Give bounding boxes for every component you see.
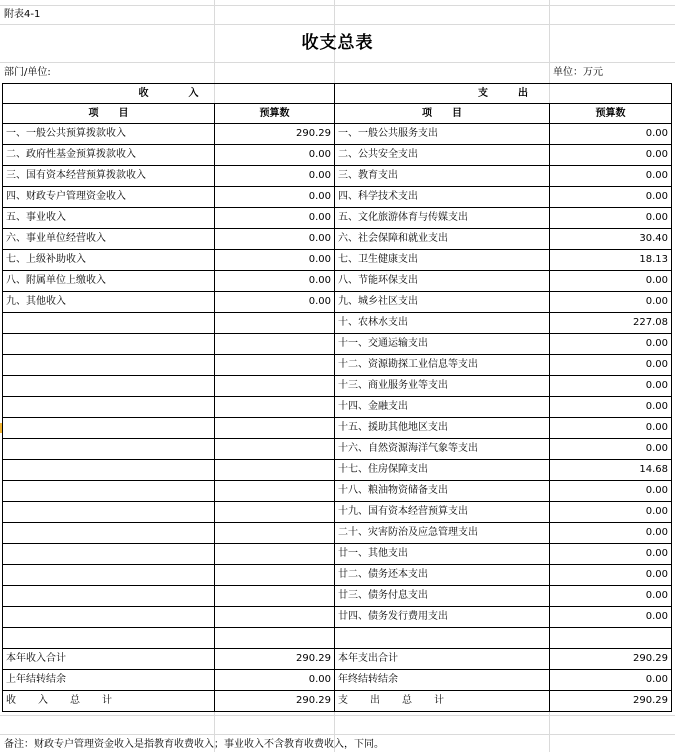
income-total-label: 收入总计: [3, 691, 215, 712]
income-item-cell: [3, 628, 215, 649]
expense-value-cell: 0.00: [550, 523, 672, 544]
income-item-cell: [3, 355, 215, 376]
expense-value-cell: 0.00: [550, 565, 672, 586]
gridline: [0, 5, 675, 6]
expense-total-label: 本年支出合计: [335, 649, 550, 670]
income-value-cell: [215, 628, 335, 649]
table-row: [3, 124, 672, 145]
table-row: [3, 229, 672, 250]
expense-value-cell: 0.00: [550, 502, 672, 523]
gridline: [0, 734, 675, 735]
table-row: [3, 460, 672, 481]
appendix-label: 附表4-1: [4, 9, 41, 20]
income-value-cell: [215, 502, 335, 523]
expense-value-cell: 0.00: [550, 376, 672, 397]
expense-header: 支 出: [335, 84, 672, 104]
income-item-cell: [3, 586, 215, 607]
income-value-cell: 0.00: [215, 292, 335, 313]
expense-value-cell: 0.00: [550, 124, 672, 145]
table-row: [3, 565, 672, 586]
expense-item-cell: 十、农林水支出: [335, 313, 550, 334]
income-item-cell: 二、政府性基金预算拨款收入: [3, 145, 215, 166]
table-row: [3, 355, 672, 376]
table-row: [3, 397, 672, 418]
table-row: [3, 418, 672, 439]
income-total-label: 上年结转结余: [3, 670, 215, 691]
income-item-cell: 八、附属单位上缴收入: [3, 271, 215, 292]
expense-value-cell: 0.00: [550, 355, 672, 376]
income-header: 收 入: [3, 84, 335, 104]
income-item-cell: 九、其他收入: [3, 292, 215, 313]
year-total-row: [3, 649, 672, 670]
income-value-cell: [215, 439, 335, 460]
gridline: [0, 62, 675, 63]
footnote: 备注：财政专户管理资金收入是指教育收费收入；事业收入不含教育收费收入，下同。: [4, 739, 384, 750]
expense-item-cell: 廿四、债务发行费用支出: [335, 607, 550, 628]
table-row: [3, 208, 672, 229]
income-item-cell: [3, 502, 215, 523]
expense-value-cell: 0.00: [550, 439, 672, 460]
expense-value-cell: 18.13: [550, 250, 672, 271]
income-value-cell: [215, 376, 335, 397]
income-item-cell: [3, 460, 215, 481]
expense-value-cell: 14.68: [550, 460, 672, 481]
table-row: [3, 250, 672, 271]
expense-value-cell: 0.00: [550, 208, 672, 229]
income-value-cell: [215, 334, 335, 355]
income-value-cell: 0.00: [215, 250, 335, 271]
income-value-cell: 0.00: [215, 166, 335, 187]
expense-item-cell: 六、社会保障和就业支出: [335, 229, 550, 250]
income-value-cell: 0.00: [215, 271, 335, 292]
table-row: [3, 376, 672, 397]
expense-item-cell: 八、节能环保支出: [335, 271, 550, 292]
expense-item-cell: 十六、自然资源海洋气象等支出: [335, 439, 550, 460]
expense-item-cell: 十九、国有资本经营预算支出: [335, 502, 550, 523]
expense-total-value: 0.00: [550, 670, 672, 691]
income-value-cell: [215, 544, 335, 565]
income-item-cell: [3, 376, 215, 397]
expense-item-cell: 廿一、其他支出: [335, 544, 550, 565]
table-row: [3, 481, 672, 502]
table-row: [3, 292, 672, 313]
income-item-cell: [3, 313, 215, 334]
income-value-cell: 290.29: [215, 124, 335, 145]
expense-item-cell: 二十、灾害防治及应急管理支出: [335, 523, 550, 544]
expense-item-cell: 四、科学技术支出: [335, 187, 550, 208]
table-row: [3, 502, 672, 523]
expense-item-cell: 七、卫生健康支出: [335, 250, 550, 271]
income-item-cell: [3, 544, 215, 565]
income-value-cell: [215, 397, 335, 418]
table-row: [3, 166, 672, 187]
expense-item-cell: 三、教育支出: [335, 166, 550, 187]
expense-value-cell: 227.08: [550, 313, 672, 334]
table-row: [3, 334, 672, 355]
income-item-cell: [3, 523, 215, 544]
unit-label: 单位：万元: [553, 67, 603, 78]
income-value-cell: [215, 355, 335, 376]
expense-item-header: 项 目: [335, 104, 550, 124]
expense-value-cell: 0.00: [550, 586, 672, 607]
expense-item-cell: 廿三、债务付息支出: [335, 586, 550, 607]
dept-label: 部门/单位:: [4, 67, 51, 78]
table-row: [3, 586, 672, 607]
budget-table: [2, 83, 672, 712]
expense-total-value: 290.29: [550, 691, 672, 712]
income-item-header: 项 目: [3, 104, 215, 124]
income-value-cell: [215, 313, 335, 334]
expense-item-cell: 十五、援助其他地区支出: [335, 418, 550, 439]
income-value-cell: [215, 565, 335, 586]
income-value-cell: [215, 418, 335, 439]
expense-item-cell: [335, 628, 550, 649]
expense-value-cell: 0.00: [550, 607, 672, 628]
income-item-cell: 五、事业收入: [3, 208, 215, 229]
expense-value-cell: 0.00: [550, 418, 672, 439]
expense-item-cell: 十一、交通运输支出: [335, 334, 550, 355]
expense-item-cell: 十二、资源勘探工业信息等支出: [335, 355, 550, 376]
income-value-cell: 0.00: [215, 208, 335, 229]
income-item-cell: [3, 397, 215, 418]
expense-item-cell: 二、公共安全支出: [335, 145, 550, 166]
gridline: [0, 24, 675, 25]
income-item-cell: 四、财政专户管理资金收入: [3, 187, 215, 208]
expense-value-cell: 0.00: [550, 271, 672, 292]
expense-value-cell: 0.00: [550, 166, 672, 187]
expense-item-cell: 十四、金融支出: [335, 397, 550, 418]
income-value-cell: [215, 481, 335, 502]
gridline: [0, 715, 675, 716]
income-item-cell: [3, 607, 215, 628]
table-row: [3, 523, 672, 544]
income-value-cell: 0.00: [215, 229, 335, 250]
section-header-row: [3, 84, 672, 104]
expense-value-cell: 0.00: [550, 187, 672, 208]
expense-item-cell: 廿二、债务还本支出: [335, 565, 550, 586]
expense-value-cell: 0.00: [550, 544, 672, 565]
table-row: [3, 187, 672, 208]
income-value-cell: [215, 607, 335, 628]
income-total-value: 290.29: [215, 649, 335, 670]
expense-item-cell: 十七、住房保障支出: [335, 460, 550, 481]
income-value-cell: [215, 460, 335, 481]
expense-value-cell: 0.00: [550, 292, 672, 313]
income-item-cell: 六、事业单位经营收入: [3, 229, 215, 250]
expense-total-label: 年终结转结余: [335, 670, 550, 691]
expense-value-cell: 0.00: [550, 397, 672, 418]
table-row: [3, 313, 672, 334]
table-row: [3, 607, 672, 628]
expense-item-cell: 十八、粮油物资储备支出: [335, 481, 550, 502]
table-row: [3, 544, 672, 565]
income-item-cell: [3, 418, 215, 439]
expense-item-cell: 一、一般公共服务支出: [335, 124, 550, 145]
income-item-cell: 七、上级补助收入: [3, 250, 215, 271]
expense-total-value: 290.29: [550, 649, 672, 670]
income-item-cell: 三、国有资本经营预算拨款收入: [3, 166, 215, 187]
expense-item-cell: 五、文化旅游体育与传媒支出: [335, 208, 550, 229]
expense-item-cell: 十三、商业服务业等支出: [335, 376, 550, 397]
income-item-cell: [3, 439, 215, 460]
income-total-value: 290.29: [215, 691, 335, 712]
expense-value-cell: 0.00: [550, 145, 672, 166]
income-value-cell: [215, 586, 335, 607]
page-title: 收支总表: [301, 33, 374, 53]
income-value-cell: [215, 523, 335, 544]
income-total-value: 0.00: [215, 670, 335, 691]
income-value-cell: 0.00: [215, 145, 335, 166]
income-budget-header: 预算数: [215, 104, 335, 124]
income-item-cell: [3, 334, 215, 355]
table-row: [3, 439, 672, 460]
expense-value-cell: 0.00: [550, 481, 672, 502]
carryover-row: [3, 670, 672, 691]
table-row: [3, 628, 672, 649]
expense-value-cell: [550, 628, 672, 649]
expense-value-cell: 0.00: [550, 334, 672, 355]
table-row: [3, 271, 672, 292]
income-value-cell: 0.00: [215, 187, 335, 208]
income-item-cell: 一、一般公共预算拨款收入: [3, 124, 215, 145]
column-header-row: [3, 104, 672, 124]
expense-item-cell: 九、城乡社区支出: [335, 292, 550, 313]
table-row: [3, 145, 672, 166]
income-total-label: 本年收入合计: [3, 649, 215, 670]
expense-budget-header: 预算数: [550, 104, 672, 124]
grand-total-row: [3, 691, 672, 712]
income-item-cell: [3, 565, 215, 586]
expense-value-cell: 30.40: [550, 229, 672, 250]
expense-total-label: 支出总计: [335, 691, 550, 712]
income-item-cell: [3, 481, 215, 502]
